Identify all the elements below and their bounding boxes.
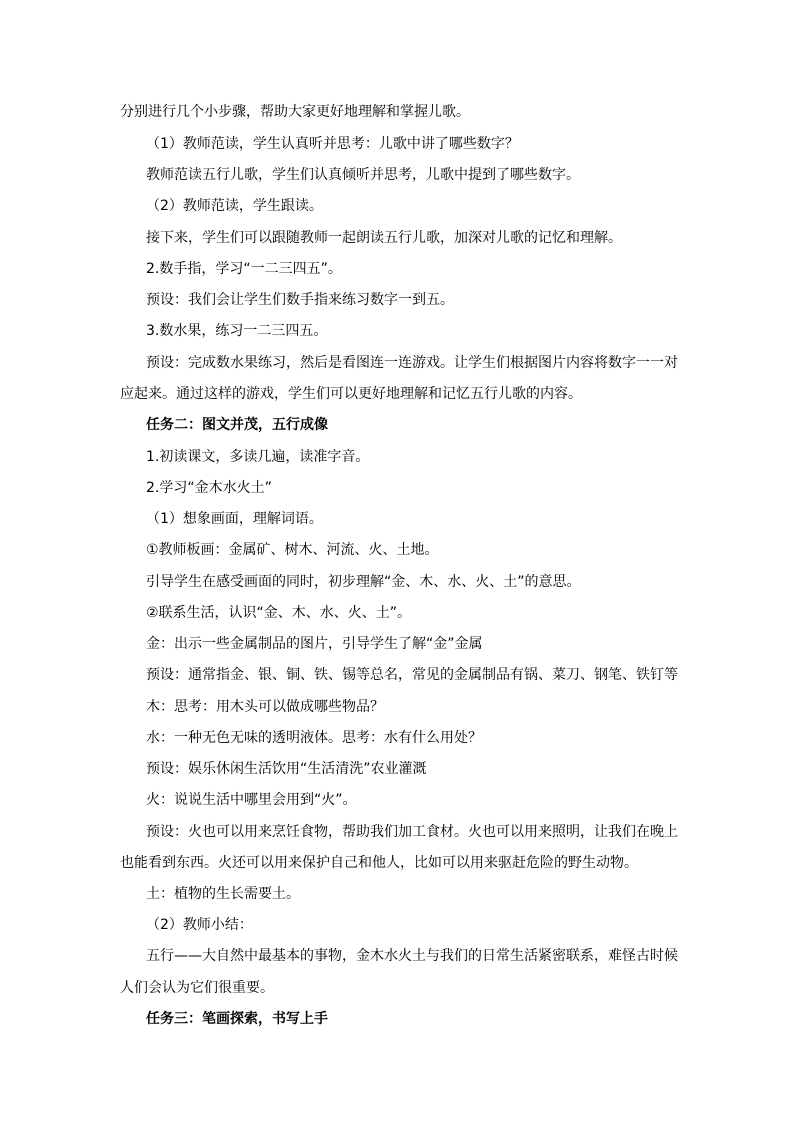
paragraph-line: 水：一种无色无味的透明液体。思考：水有什么用处？ xyxy=(146,730,482,746)
paragraph-line: （1）教师范读，学生认真听并思考：儿歌中讲了哪些数字？ xyxy=(146,136,519,152)
paragraph-line: ②联系生活，认识“金、木、水、火、土”。 xyxy=(146,605,412,621)
paragraph-line: 预设：完成数水果练习，然后是看图连一连游戏。让学生们根据图片内容将数字一一对 xyxy=(146,355,678,371)
paragraph-line: 预设：娱乐休闲生活饮用“生活清洗”农业灌溉 xyxy=(146,761,427,777)
paragraph-line: 金：出示一些金属制品的图片，引导学生了解“金”金属 xyxy=(146,636,483,652)
paragraph-line: 五行——大自然中最基本的事物，金木水火土与我们的日常生活紧密联系，难怪古时候 xyxy=(146,948,678,964)
paragraph-line: 预设：我们会让学生们数手指来练习数字一到五。 xyxy=(146,292,454,308)
paragraph-line: 木：思考：用木头可以做成哪些物品？ xyxy=(146,699,384,715)
paragraph-line: 接下来，学生们可以跟随教师一起朗读五行儿歌，加深对儿歌的记忆和理解。 xyxy=(146,230,622,246)
paragraph-line: 应起来。通过这样的游戏，学生们可以更好地理解和记忆五行儿歌的内容。 xyxy=(120,386,582,402)
paragraph-line: 3.数水果，练习一二三四五。 xyxy=(146,323,328,339)
paragraph-line: 2.学习“金木水火土” xyxy=(146,480,272,496)
paragraph-line: 2.数手指，学习“一二三四五”。 xyxy=(146,261,342,277)
paragraph-line: 人们会认为它们很重要。 xyxy=(120,980,274,996)
paragraph-line: 火：说说生活中哪里会用到“火”。 xyxy=(146,792,357,808)
paragraph-line: 预设：火也可以用来烹饪食物，帮助我们加工食材。火也可以用来照明，让我们在晚上 xyxy=(146,824,678,840)
paragraph-line: 1.初读课文，多读几遍，读准字音。 xyxy=(146,449,370,465)
paragraph-line: （1）想象画面，理解词语。 xyxy=(146,511,323,527)
paragraph-line: 也能看到东西。火还可以用来保护自己和他人，比如可以用来驱赶危险的野生动物。 xyxy=(120,855,638,871)
paragraph-line: 分别进行几个小步骤，帮助大家更好地理解和掌握儿歌。 xyxy=(120,104,470,120)
paragraph-line: 引导学生在感受画面的同时，初步理解“金、木、水、火、土”的意思。 xyxy=(146,574,581,590)
paragraph-line: （2）教师小结： xyxy=(146,917,253,933)
section-heading: 任务三：笔画探索，书写上手 xyxy=(146,1011,328,1027)
paragraph-line: （2）教师范读，学生跟读。 xyxy=(146,198,323,214)
paragraph-line: 教师范读五行儿歌，学生们认真倾听并思考，儿歌中提到了哪些数字。 xyxy=(146,167,580,183)
section-heading: 任务二：图文并茂，五行成像 xyxy=(146,417,328,433)
paragraph-line: 预设：通常指金、银、铜、铁、锡等总名，常见的金属制品有锅、菜刀、钢笔、铁钉等 xyxy=(146,667,678,683)
paragraph-line: 土：植物的生长需要土。 xyxy=(146,886,300,902)
paragraph-line: ①教师板画：金属矿、树木、河流、火、土地。 xyxy=(146,542,439,558)
